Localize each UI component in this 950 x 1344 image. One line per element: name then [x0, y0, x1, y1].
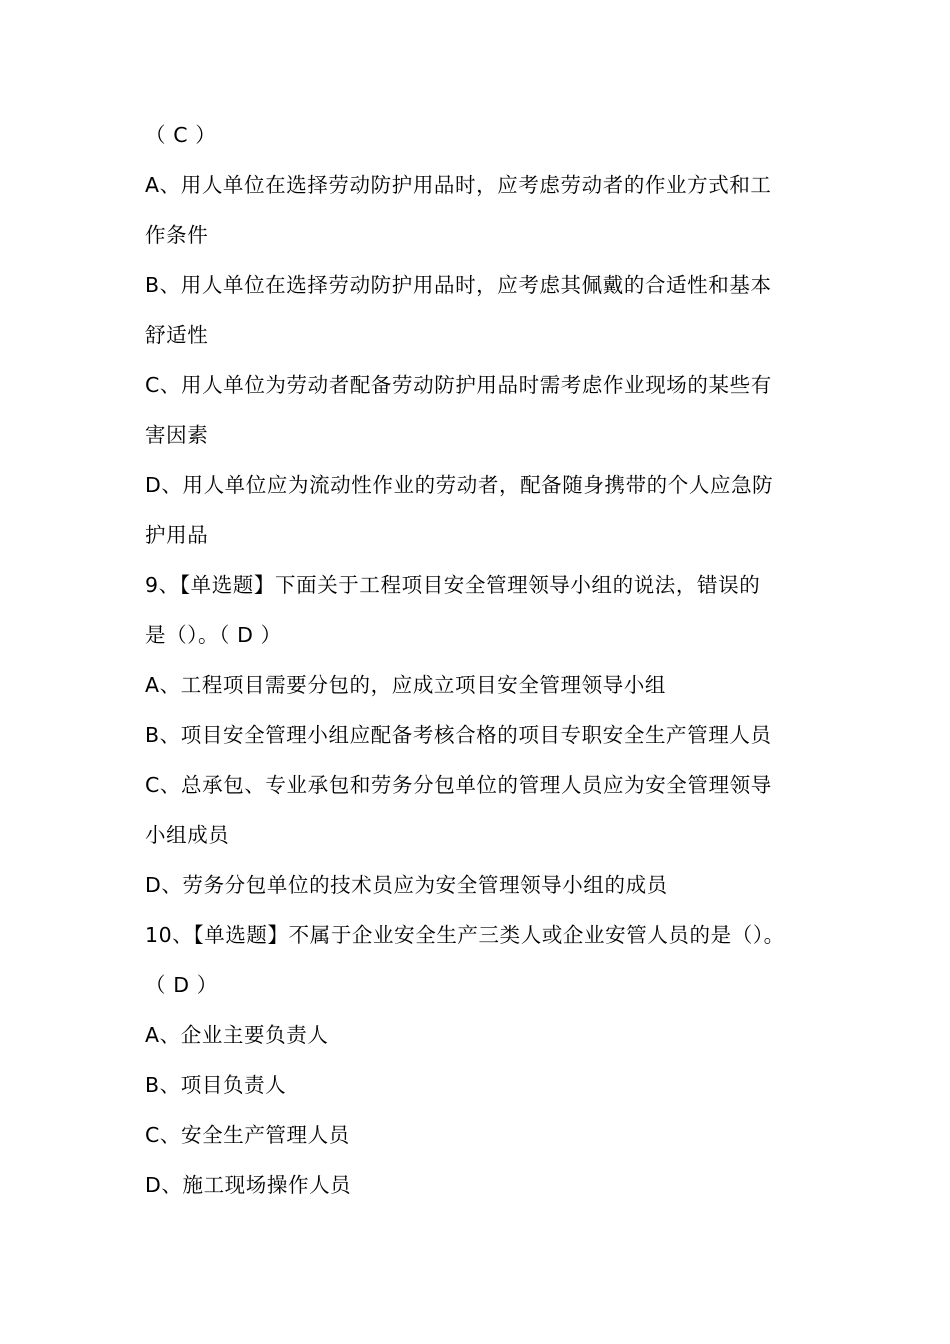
- q8-option-b-cont: 舒适性: [145, 323, 209, 347]
- q10-answer: （ D ）: [145, 973, 218, 997]
- q8-option-b: B、用人单位在选择劳动防护用品时，应考虑其佩戴的合适性和基本: [145, 273, 772, 297]
- q8-option-a-cont: 作条件: [145, 223, 209, 247]
- q9-question: 9、【单选题】下面关于工程项目安全管理领导小组的说法，错误的: [145, 573, 761, 597]
- q9-option-b: B、项目安全管理小组应配备考核合格的项目专职安全生产管理人员: [145, 723, 772, 747]
- q10-option-c: C、安全生产管理人员: [145, 1123, 350, 1147]
- q8-option-c-cont: 害因素: [145, 423, 209, 447]
- q9-option-d: D、劳务分包单位的技术员应为安全管理领导小组的成员: [145, 873, 668, 897]
- q10-question: 10、【单选题】不属于企业安全生产三类人或企业安管人员的是（）。: [145, 923, 785, 947]
- q9-option-c: C、总承包、专业承包和劳务分包单位的管理人员应为安全管理领导: [145, 773, 772, 797]
- q8-option-d: D、用人单位应为流动性作业的劳动者，配备随身携带的个人应急防: [145, 473, 774, 497]
- q8-option-d-cont: 护用品: [145, 523, 209, 547]
- answer-line-q8: （ C ）: [145, 123, 217, 147]
- q10-option-a: A、企业主要负责人: [145, 1023, 329, 1047]
- q10-option-d: D、施工现场操作人员: [145, 1173, 352, 1197]
- q9-question-cont: 是（）。（ D ）: [145, 623, 282, 647]
- q10-option-b: B、项目负责人: [145, 1073, 287, 1097]
- q8-option-c: C、用人单位为劳动者配备劳动防护用品时需考虑作业现场的某些有: [145, 373, 772, 397]
- q9-option-a: A、工程项目需要分包的，应成立项目安全管理领导小组: [145, 673, 667, 697]
- q8-option-a: A、用人单位在选择劳动防护用品时，应考虑劳动者的作业方式和工: [145, 173, 772, 197]
- q9-option-c-cont: 小组成员: [145, 823, 230, 847]
